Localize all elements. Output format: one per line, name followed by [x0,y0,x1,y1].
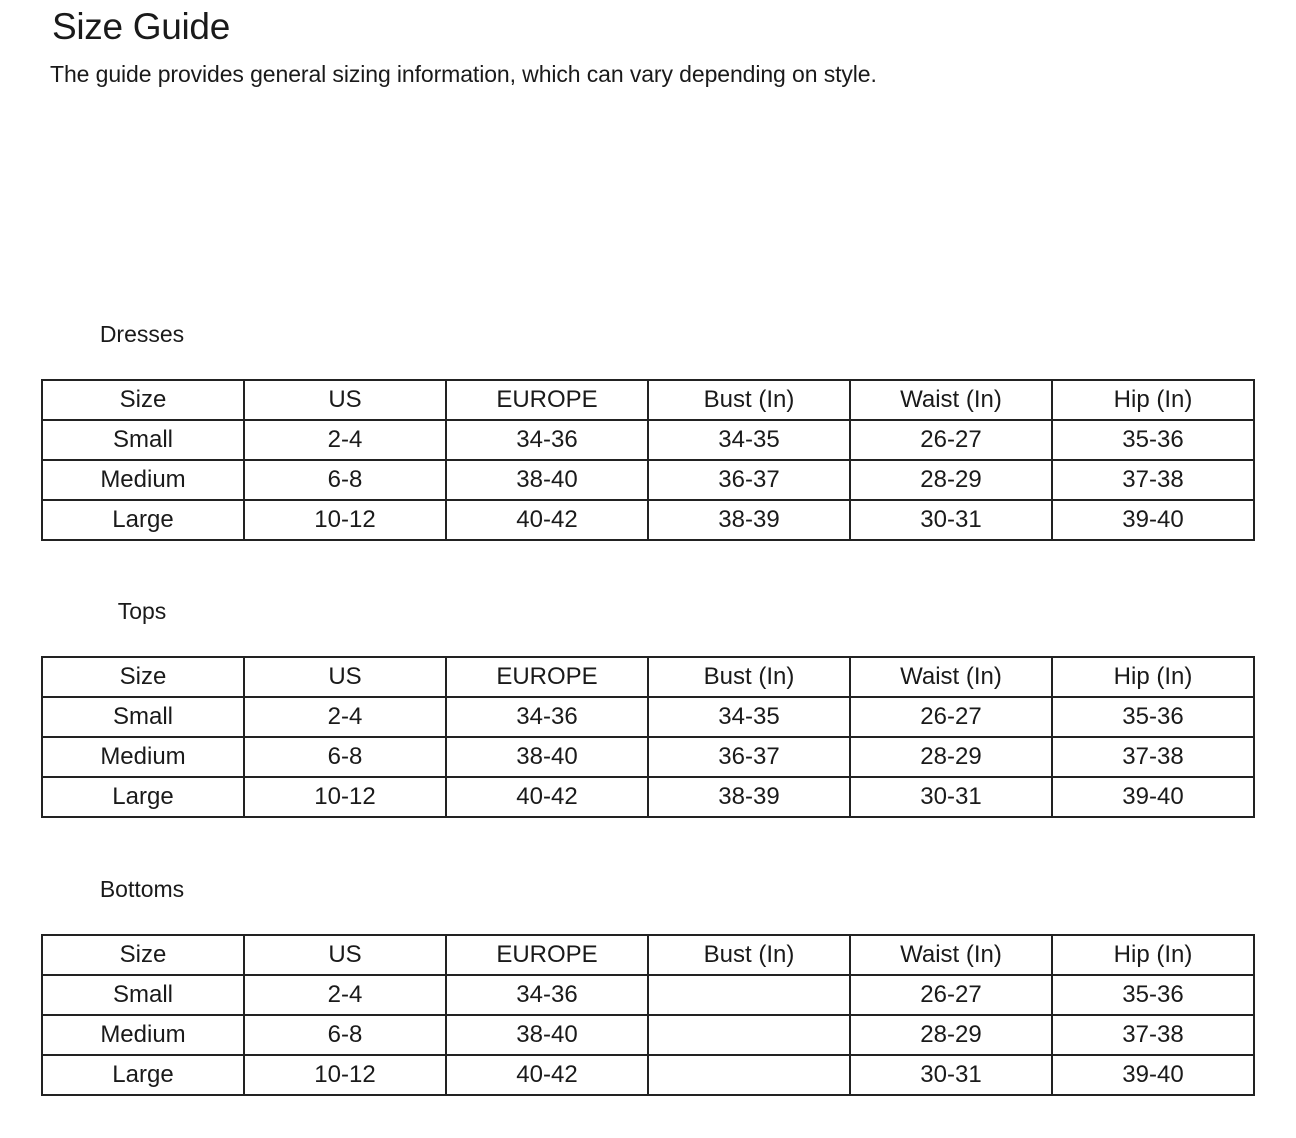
cell-bust: 36-37 [648,737,850,777]
cell-bust: 38-39 [648,777,850,817]
column-header-size: Size [42,380,244,420]
size-table-dresses [41,379,1255,541]
cell-europe: 38-40 [446,460,648,500]
column-header-bust: Bust (In) [648,380,850,420]
column-header-europe: EUROPE [446,657,648,697]
table-row [42,1055,1254,1095]
cell-hip: 35-36 [1052,975,1254,1015]
cell-size: Medium [42,460,244,500]
section-title: Tops [117,598,167,624]
cell-size: Large [42,777,244,817]
cell-bust [648,975,850,1015]
cell-waist: 26-27 [850,697,1052,737]
section-title: Bottoms [99,876,185,902]
cell-bust: 36-37 [648,460,850,500]
column-header-bust: Bust (In) [648,657,850,697]
column-header-waist: Waist (In) [850,380,1052,420]
cell-size: Medium [42,1015,244,1055]
cell-waist: 28-29 [850,460,1052,500]
cell-hip: 37-38 [1052,460,1254,500]
cell-us: 10-12 [244,777,446,817]
cell-us: 6-8 [244,460,446,500]
cell-bust [648,1055,850,1095]
table-header-row [42,935,1254,975]
cell-waist: 28-29 [850,1015,1052,1055]
cell-europe: 34-36 [446,975,648,1015]
table-row [42,500,1254,540]
cell-size: Small [42,420,244,460]
cell-hip: 37-38 [1052,737,1254,777]
cell-hip: 39-40 [1052,777,1254,817]
table-row [42,975,1254,1015]
cell-europe: 38-40 [446,1015,648,1055]
cell-europe: 34-36 [446,697,648,737]
cell-waist: 30-31 [850,1055,1052,1095]
cell-size: Large [42,500,244,540]
column-header-hip: Hip (In) [1052,935,1254,975]
column-header-hip: Hip (In) [1052,657,1254,697]
table-header-row [42,380,1254,420]
column-header-waist: Waist (In) [850,657,1052,697]
cell-waist: 26-27 [850,975,1052,1015]
cell-bust: 34-35 [648,697,850,737]
cell-europe: 40-42 [446,500,648,540]
cell-waist: 30-31 [850,777,1052,817]
cell-size: Large [42,1055,244,1095]
column-header-us: US [244,657,446,697]
table-header-row [42,657,1254,697]
cell-europe: 34-36 [446,420,648,460]
size-table-bottoms [41,934,1255,1096]
table-row [42,460,1254,500]
cell-us: 2-4 [244,420,446,460]
table-row [42,1015,1254,1055]
cell-waist: 28-29 [850,737,1052,777]
column-header-hip: Hip (In) [1052,380,1254,420]
column-header-size: Size [42,657,244,697]
cell-waist: 26-27 [850,420,1052,460]
page-subtitle: The guide provides general sizing information, which can vary depending on style. [50,61,877,87]
cell-us: 6-8 [244,1015,446,1055]
section-title: Dresses [99,321,185,347]
cell-hip: 39-40 [1052,500,1254,540]
cell-us: 2-4 [244,975,446,1015]
cell-size: Medium [42,737,244,777]
cell-hip: 39-40 [1052,1055,1254,1095]
cell-hip: 35-36 [1052,697,1254,737]
column-header-bust: Bust (In) [648,935,850,975]
cell-us: 10-12 [244,1055,446,1095]
cell-europe: 38-40 [446,737,648,777]
cell-bust [648,1015,850,1055]
column-header-waist: Waist (In) [850,935,1052,975]
cell-hip: 35-36 [1052,420,1254,460]
cell-size: Small [42,697,244,737]
column-header-europe: EUROPE [446,380,648,420]
column-header-us: US [244,935,446,975]
page-title: Size Guide [52,6,230,47]
cell-bust: 38-39 [648,500,850,540]
cell-hip: 37-38 [1052,1015,1254,1055]
cell-us: 2-4 [244,697,446,737]
cell-europe: 40-42 [446,1055,648,1095]
cell-us: 6-8 [244,737,446,777]
column-header-size: Size [42,935,244,975]
cell-size: Small [42,975,244,1015]
cell-us: 10-12 [244,500,446,540]
table-row [42,697,1254,737]
column-header-us: US [244,380,446,420]
table-row [42,420,1254,460]
table-row [42,737,1254,777]
cell-waist: 30-31 [850,500,1052,540]
column-header-europe: EUROPE [446,935,648,975]
table-row [42,777,1254,817]
cell-europe: 40-42 [446,777,648,817]
cell-bust: 34-35 [648,420,850,460]
size-table-tops [41,656,1255,818]
